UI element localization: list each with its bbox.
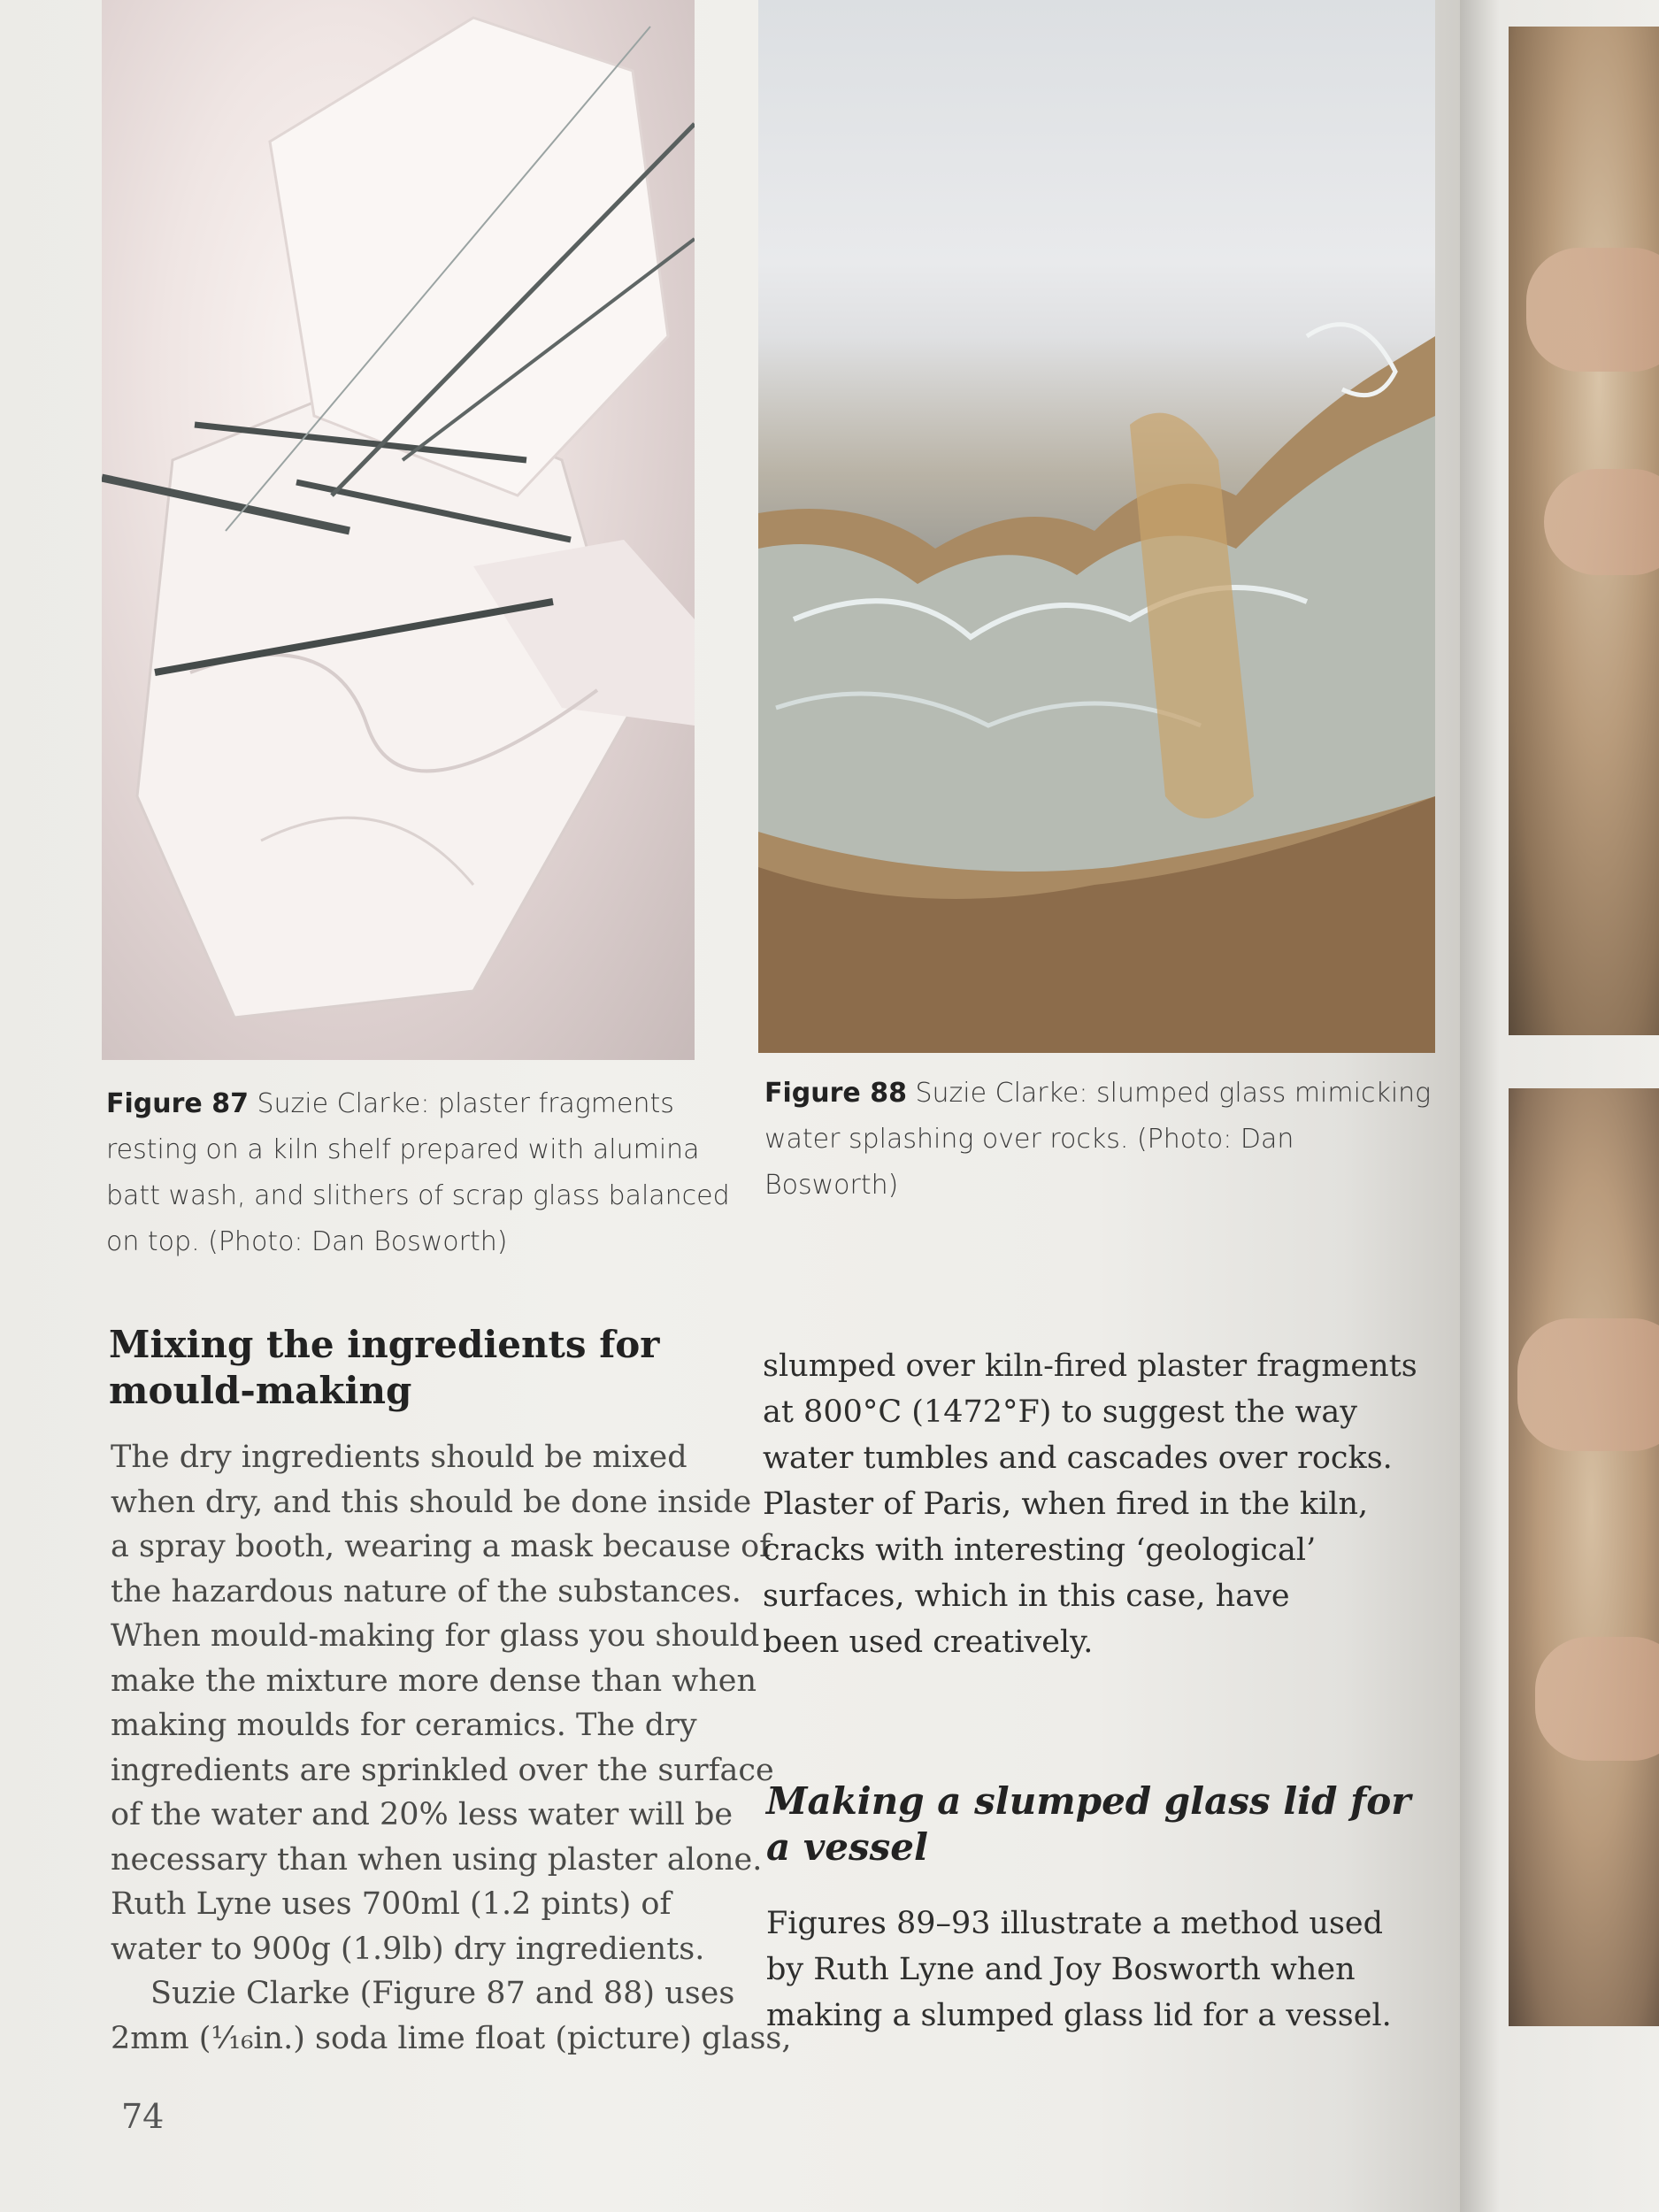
- text-line: ingredients are sprinkled over the surface: [111, 1752, 774, 1788]
- text-line: been used creatively.: [763, 1624, 1094, 1660]
- caption-line: batt wash, and slithers of scrap glass balanced: [106, 1180, 730, 1211]
- text-line: Ruth Lyne uses 700ml (1.2 pints) of: [111, 1886, 672, 1922]
- text-line: necessary than when using plaster alone.: [111, 1841, 763, 1878]
- plaster-fragments-illustration: [102, 0, 695, 1060]
- slumped-glass-illustration: [758, 0, 1435, 1053]
- hand-shape: [1544, 469, 1659, 575]
- text-line: make the mixture more dense than when: [111, 1663, 757, 1699]
- continued-body-text: [763, 1343, 1417, 1665]
- text-line: When mould-making for glass you should: [111, 1618, 760, 1654]
- text-line: Figures 89–93 illustrate a method used: [766, 1906, 1384, 1941]
- facing-page-edge: [1460, 0, 1659, 2212]
- heading-line: Making a slumped glass lid for: [766, 1779, 1411, 1823]
- caption-line: Suzie Clarke: plaster fragments: [257, 1088, 674, 1119]
- text-line: surfaces, which in this case, have: [763, 1578, 1290, 1614]
- text-line: of the water and 20% less water will be: [111, 1797, 733, 1832]
- caption-line: Bosworth): [764, 1170, 899, 1201]
- section-heading-slumped-lid: [766, 1778, 1410, 1870]
- text-line: Suzie Clarke (Figure 87 and 88) uses: [150, 1976, 735, 2011]
- text-line: water to 900g (1.9lb) dry ingredients.: [111, 1931, 705, 1967]
- page-number: 74: [121, 2097, 165, 2136]
- caption-line: Suzie Clarke: slumped glass mimicking: [915, 1078, 1432, 1109]
- facing-page-photo-bottom: [1509, 1088, 1659, 2026]
- text-line: Plaster of Paris, when fired in the kiln,: [763, 1486, 1369, 1522]
- figure-87-photo: [102, 0, 695, 1060]
- text-line: at 800°C (1472°F) to suggest the way: [763, 1394, 1358, 1430]
- text-line: The dry ingredients should be mixed: [111, 1440, 687, 1475]
- figure-88-label: Figure 88: [764, 1078, 907, 1109]
- slumped-lid-body-text: [766, 1901, 1392, 2039]
- figure-87-label: Figure 87: [106, 1088, 249, 1119]
- text-line: when dry, and this should be done inside: [111, 1484, 752, 1520]
- text-line: a spray booth, wearing a mask because of: [111, 1529, 772, 1564]
- hand-shape: [1535, 1637, 1659, 1761]
- figure-88-caption: [764, 1071, 1431, 1209]
- caption-line: resting on a kiln shelf prepared with alumina: [106, 1134, 700, 1165]
- text-line: making a slumped glass lid for a vessel.: [766, 1998, 1392, 2033]
- facing-page-photo-top: [1509, 27, 1659, 1035]
- mixing-body-text: [111, 1435, 792, 2061]
- hand-shape: [1517, 1318, 1659, 1451]
- text-line: water tumbles and cascades over rocks.: [763, 1440, 1393, 1476]
- figure-88-photo: [758, 0, 1435, 1053]
- caption-line: on top. (Photo: Dan Bosworth): [106, 1226, 508, 1257]
- text-line: by Ruth Lyne and Joy Bosworth when: [766, 1952, 1356, 1987]
- heading-line: mould-making: [109, 1369, 412, 1412]
- heading-line: Mixing the ingredients for: [109, 1323, 660, 1366]
- hand-shape: [1526, 248, 1659, 372]
- section-heading-mixing: [109, 1322, 659, 1414]
- figure-87-caption: [106, 1081, 730, 1265]
- text-line: the hazardous nature of the substances.: [111, 1573, 741, 1609]
- text-line: slumped over kiln-fired plaster fragments: [763, 1348, 1417, 1384]
- text-line: cracks with interesting ‘geological’: [763, 1532, 1317, 1568]
- text-line: making moulds for ceramics. The dry: [111, 1708, 697, 1743]
- heading-line: a vessel: [766, 1825, 928, 1869]
- caption-line: water splashing over rocks. (Photo: Dan: [764, 1124, 1294, 1155]
- text-line: 2mm (⅟₁₆in.) soda lime float (picture) glass,: [111, 2020, 792, 2056]
